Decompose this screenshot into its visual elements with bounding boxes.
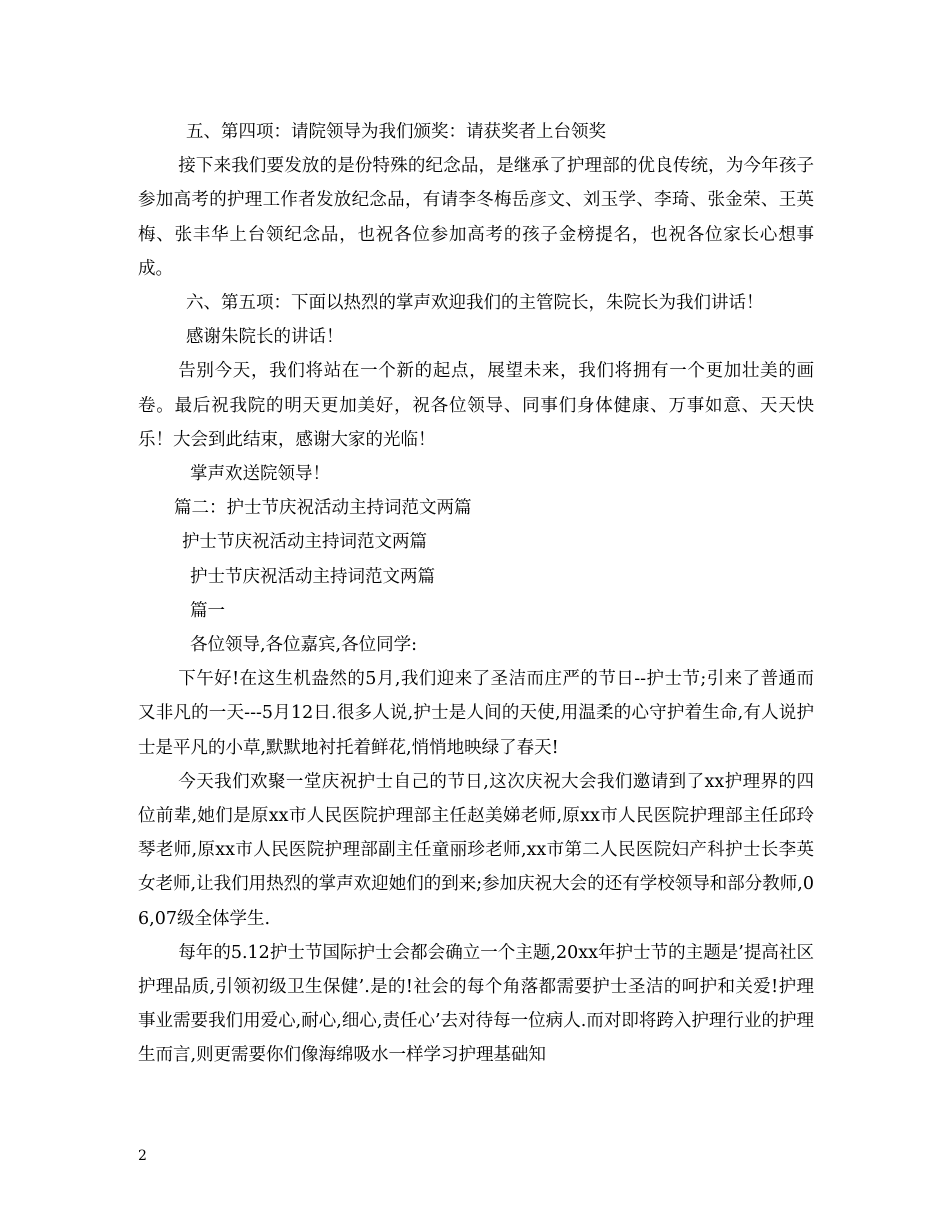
page-number: 2 xyxy=(138,1148,147,1164)
title-line-1: 护士节庆祝活动主持词范文两篇 xyxy=(182,532,427,553)
paragraph-guests: 今天我们欢聚一堂庆祝护士自己的节日,这次庆祝大会我们邀请到了xx护理界的四位前辈,她们是原xx市人民医院护理部主任赵美娣老师,原xx市人民医院护理部主任邱玲琴老师,原xx市人民医院护理部副主任童丽珍老师,xx市第二人民医院妇产科护士长李英女老师,让我们用热烈的掌声欢迎她们的到来;参加庆祝大会的还有学校领导和部分教师,06,07级全体学生. xyxy=(138,771,814,929)
paragraph-farewell: 掌声欢送院领导！ xyxy=(190,464,330,485)
paragraph-thanks: 感谢朱院长的讲话！ xyxy=(186,327,344,348)
paragraph-closing: 告别今天，我们将站在一个新的起点，展望未来，我们将拥有一个更加壮美的画卷。最后祝我院的明天更加美好，祝各位领导、同事们身体健康、万事如意、天天快乐！大会到此结束，感谢大家的光临！ xyxy=(138,361,814,450)
chapter-heading-two: 篇二：护士节庆祝活动主持词范文两篇 xyxy=(174,498,472,519)
document-body xyxy=(138,115,814,1073)
title-line-2: 护士节庆祝活动主持词范文两篇 xyxy=(190,566,435,587)
paragraph-afternoon: 下午好!在这生机盎然的5月,我们迎来了圣洁而庄严的节日--护士节;引来了普通而又非凡的一天---5月12日.很多人说,护士是人间的天使,用温柔的心守护着生命,有人说护士是平凡的小草,默默地衬托着鲜花,悄悄地映绿了春天! xyxy=(138,669,814,758)
paragraph-theme: 每年的5.12护士节国际护士会都会确立一个主题,20xx年护士节的主题是’提高社区护理品质,引领初级卫生保健’.是的!社会的每个角落都需要护士圣洁的呵护和关爱!护理事业需要我们用爱心,耐心,细心,责任心’去对待每一位病人.而对即将跨入护理行业的护理生而言,则更需要你们像海绵吸水一样学习护理基础知 xyxy=(138,942,814,1066)
greeting-line: 各位领导,各位嘉宾,各位同学: xyxy=(190,635,418,656)
section-heading-five: 五、第四项：请院领导为我们颁奖：请获奖者上台领奖 xyxy=(186,122,606,142)
part-one-heading: 篇一 xyxy=(190,600,225,621)
paragraph-souvenir: 接下来我们要发放的是份特殊的纪念品，是继承了护理部的优良传统，为今年孩子参加高考的护理工作者发放纪念品，有请李冬梅岳彦文、刘玉学、李琦、张金荣、王英梅、张丰华上台领纪念品，也祝各位参加高考的孩子金榜提名，也祝各位家长心想事成。 xyxy=(138,156,814,279)
section-heading-six: 六、第五项：下面以热烈的掌声欢迎我们的主管院长，朱院长为我们讲话！ xyxy=(186,293,764,314)
